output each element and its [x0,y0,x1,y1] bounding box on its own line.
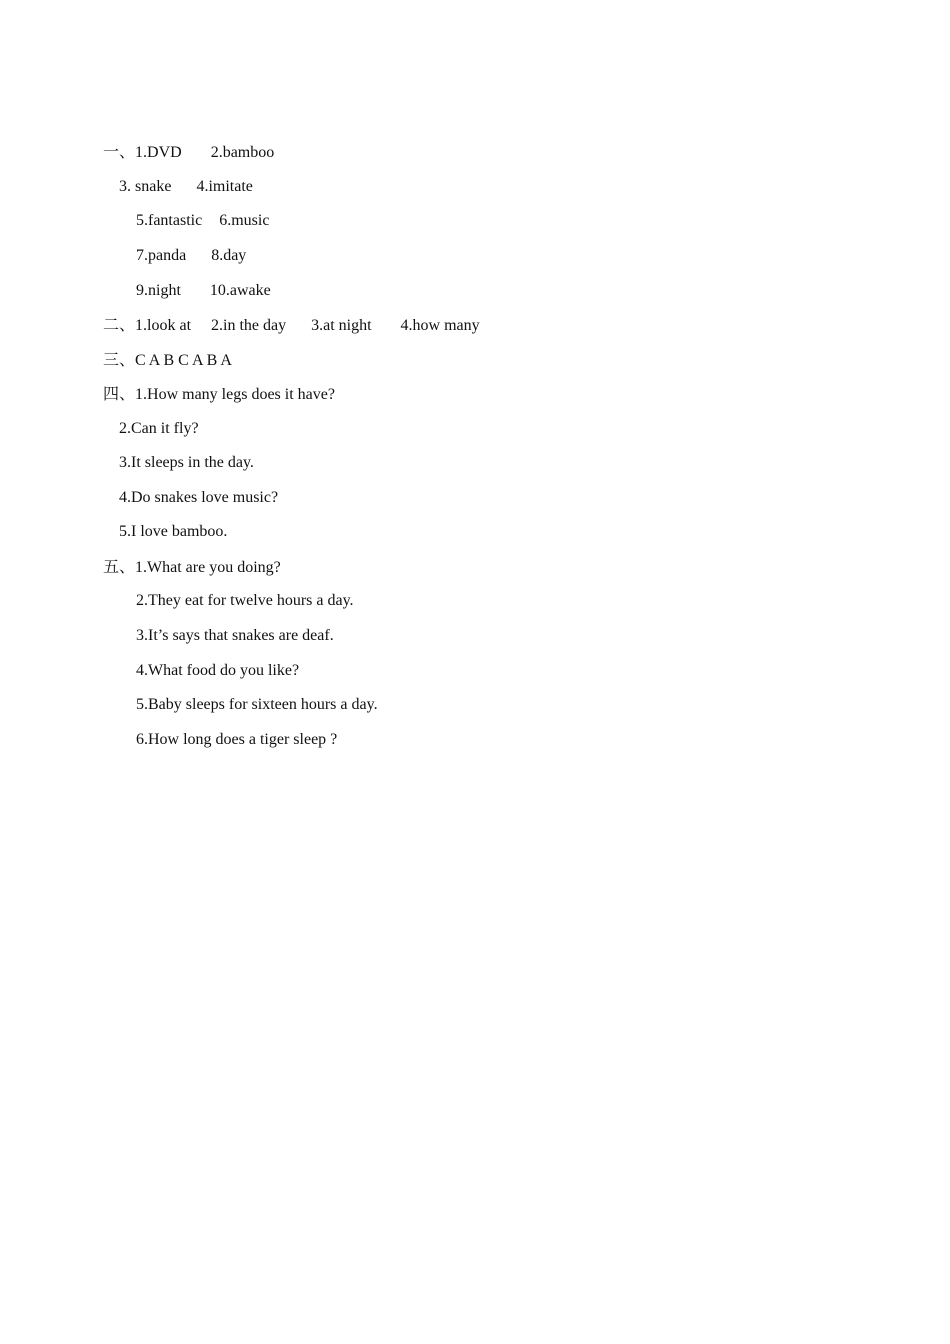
answer-item: 2.Can it fly? [119,420,199,437]
section-4-line-2 [103,393,199,437]
answer-item: 10.awake [209,282,271,299]
answer-item: 4.how many [400,317,480,334]
answer-item: 3.at night [311,317,372,334]
section-4-line-3 [103,427,254,471]
section-4-line-5 [103,496,228,540]
answer-item: 3.It sleeps in the day. [119,454,254,471]
section-4-line-4 [103,462,279,506]
answer-item: 6.How long does a tiger sleep ? [136,731,338,748]
answer-item: 2.bamboo [210,144,275,161]
answer-item: 2.in the day [211,317,287,334]
answer-item: 1.What are you doing? [135,559,281,576]
section-5-line-5 [120,669,378,713]
answer-item: 6.music [219,212,270,229]
answer-item: 5.I love bamboo. [119,523,228,540]
answer-item: 5.Baby sleeps for sixteen hours a day. [136,696,378,713]
section-2-marker: 二、 [103,315,136,334]
section-1-line-4 [120,220,247,264]
answer-item: 4.What food do you like? [136,662,300,679]
answer-item: 4.imitate [196,178,253,195]
section-5-line-2 [120,565,354,609]
section-5-marker: 五、 [103,557,136,576]
section-1-line-2 [103,151,253,195]
section-1-line-3 [120,185,270,229]
answer-item: 4.Do snakes love music? [119,489,279,506]
section-5-line-1 [87,531,281,576]
answer-item: 7.panda [136,247,187,264]
section-1-marker: 一、 [103,142,136,161]
answer-item: 3.It’s says that snakes are deaf. [136,627,334,644]
section-4-line-1 [87,358,335,403]
answer-item: 1.look at [135,317,192,334]
section-5-line-3 [120,600,334,644]
answer-item: 3. snake [119,178,172,195]
answer-item: 1.DVD [135,144,182,161]
section-1-line-1 [87,116,275,161]
section-1-line-5 [120,255,271,299]
answer-item: C A B C A B A [135,352,232,369]
section-5-line-4 [120,635,300,679]
section-4-marker: 四、 [103,384,136,403]
section-3-marker: 三、 [103,350,136,369]
answer-item: 9.night [136,282,181,299]
answer-item: 2.They eat for twelve hours a day. [136,592,354,609]
answer-item: 5.fantastic [136,212,203,229]
section-3-line-1 [87,324,232,369]
answer-item: 8.day [211,247,247,264]
section-5-line-6 [120,704,338,748]
section-2-line-1 [87,289,480,334]
answer-item: 1.How many legs does it have? [135,386,335,403]
